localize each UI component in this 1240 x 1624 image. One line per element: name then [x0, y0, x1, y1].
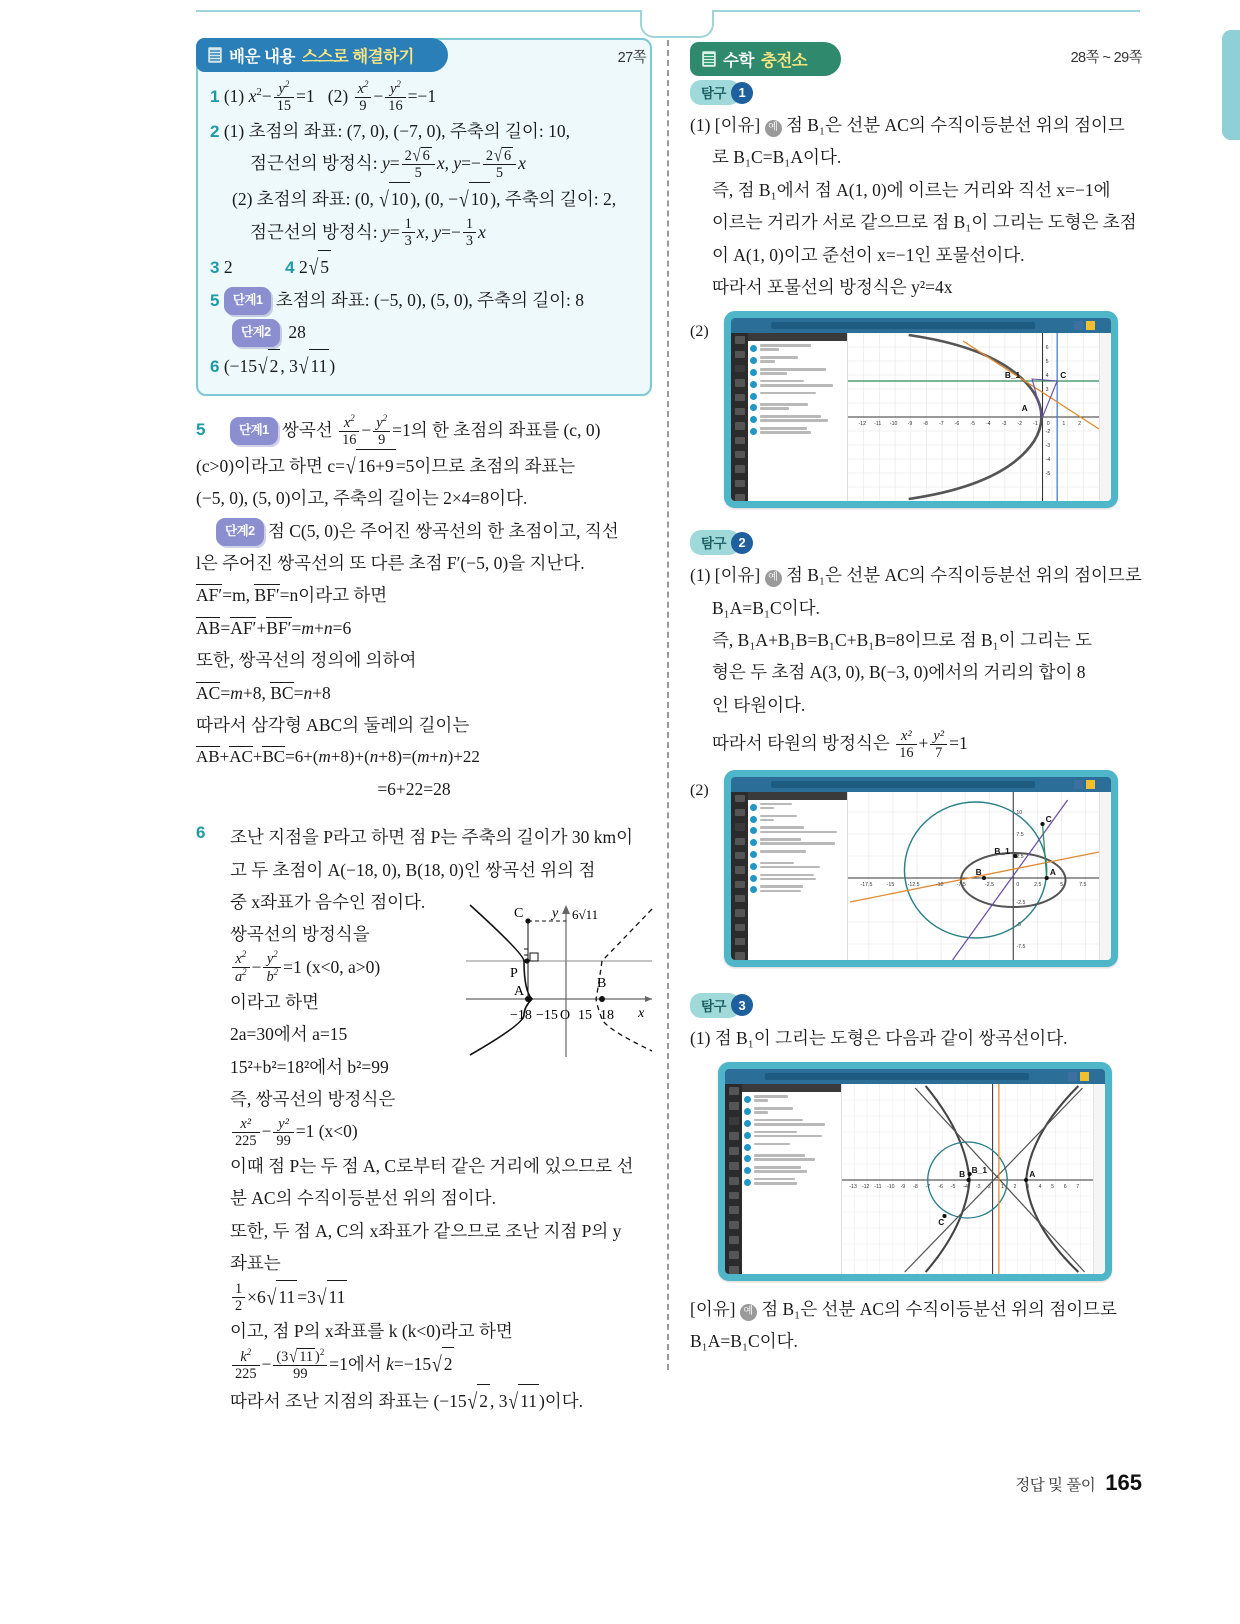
- answer-text: 28: [288, 322, 306, 343]
- svg-text:7.5: 7.5: [1079, 881, 1087, 888]
- svg-text:C: C: [938, 1218, 945, 1228]
- answer-item-2-asymptote: 점근선의 방정식: y= $\frac{2√ 6}{5}$ x, y=− $\frac{2√ 6}{5}$ x: [250, 146, 526, 182]
- answers-box-title-highlight: 스스로 해결하기: [301, 48, 415, 66]
- svg-text:18: 18: [600, 1008, 614, 1024]
- solution-5-line-1: 5 단계1 쌍곡선 $\frac{x^2}{16}$ − $\frac{y^2}{9}$ =1의 한 초점의 좌표를 (c, 0): [196, 413, 601, 448]
- tamgu-2-sub-label: (2): [690, 781, 709, 799]
- solution-6-line-7: 15²+b²=18²에서 b²=99: [230, 1056, 389, 1077]
- tamgu-2-line-5: 인 타원이다.: [712, 694, 806, 715]
- answer-number: 2: [210, 121, 220, 141]
- answer-number: 1: [210, 87, 220, 106]
- answer-item-6: 6 (−15√ 2 , 3√ 11 ): [210, 349, 638, 382]
- svg-text:-4: -4: [986, 421, 991, 428]
- example-badge: 예: [740, 1304, 757, 1321]
- svg-text:5: 5: [1051, 1184, 1055, 1191]
- geogebra-style-bar[interactable]: [1093, 1084, 1105, 1274]
- svg-text:-8: -8: [913, 1184, 918, 1191]
- tamgu-2-screenshot-wrap: [690, 770, 1142, 967]
- window-minimize-icon[interactable]: [1074, 321, 1083, 330]
- answer-text: 5: [318, 250, 331, 283]
- solution-text: 점 C(5, 0)은 주어진 쌍곡선의 한 초점이고, 직선: [267, 520, 619, 541]
- tamgu-1-line-5: 이 A(1, 0)이고 준선이 x=−1인 포물선이다.: [712, 244, 1025, 265]
- geogebra-titlebar: [731, 318, 1111, 333]
- hyperbola-plot: [842, 1084, 1093, 1274]
- geogebra-titlebar: [725, 1069, 1105, 1084]
- answers-box-title-plain: 배운 내용: [229, 48, 295, 66]
- footer-page-number: 165: [1105, 1470, 1142, 1495]
- svg-text:C: C: [1060, 371, 1067, 381]
- svg-text:-10: -10: [886, 1184, 895, 1191]
- solution-6-line-2: 고 두 초점이 A(−18, 0), B(18, 0)인 쌍곡선 위의 점: [230, 859, 596, 880]
- page-top-notch: [640, 10, 714, 38]
- svg-text:-4: -4: [1045, 457, 1051, 464]
- geogebra-parabola-screenshot[interactable]: [724, 311, 1118, 508]
- answer-text: 초점의 좌표: (−5, 0), (5, 0), 주축의 길이: 8: [275, 289, 585, 310]
- svg-text:5: 5: [1060, 881, 1064, 888]
- solution-6-line-10: 분 AC의 수직이등분선 위의 점이다.: [230, 1188, 496, 1209]
- step-chip-1: 단계1: [230, 417, 278, 445]
- answer-part-label: (2): [327, 86, 349, 106]
- svg-text:-6: -6: [954, 421, 960, 428]
- solution-5-line-7: AB=AF′+BF′=m+n=6: [196, 617, 352, 638]
- tamgu-1-sub-label: (2): [690, 323, 709, 341]
- solution-5-line-11: AB+AC+BC=6+(m+8)+(n+8)=(m+n)+22: [196, 747, 480, 767]
- answer-item-2b-asymptote: 점근선의 방정식: y= $\frac{1}{3}$ x, y=− $\frac{1}{3}$ x: [250, 216, 486, 250]
- solution-5-line-10: 따라서 삼각형 ABC의 둘레의 길이는: [196, 714, 470, 735]
- window-maximize-icon[interactable]: [1086, 780, 1095, 789]
- svg-text:1: 1: [1062, 421, 1066, 428]
- hyperbola-diagram: [456, 899, 656, 1059]
- svg-text:-15: -15: [886, 881, 895, 888]
- tamgu-label-2: 탐구 2: [690, 530, 753, 555]
- answer-number: 5: [210, 290, 220, 310]
- svg-text:B_1: B_1: [1004, 371, 1021, 381]
- svg-text:6√11: 6√11: [572, 907, 599, 923]
- geogebra-url-bar[interactable]: [771, 781, 1035, 788]
- svg-text:-6: -6: [938, 1184, 943, 1191]
- solution-5: [196, 414, 652, 805]
- answer-number: 4: [285, 258, 295, 278]
- geogebra-hyperbola-screenshot[interactable]: [718, 1062, 1112, 1281]
- answer-part-label: (2): [232, 189, 253, 210]
- answer-text: 2: [298, 257, 308, 278]
- svg-text:-7: -7: [925, 1184, 931, 1191]
- answers-box: [196, 38, 652, 396]
- svg-text:-17.5: -17.5: [860, 881, 873, 888]
- svg-text:0: 0: [1016, 881, 1020, 888]
- solution-6-line-9: 이때 점 P는 두 점 A, C로부터 같은 거리에 있으므로 선: [230, 1156, 634, 1177]
- answer-text: 점근선의 방정식:: [250, 221, 378, 242]
- answer-part-label: (1): [223, 86, 245, 106]
- svg-text:7.5: 7.5: [1016, 831, 1024, 838]
- footer-label: 정답 및 풀이: [1015, 1477, 1096, 1494]
- math-station-page-ref: 28쪽 ~ 29쪽: [1070, 50, 1142, 66]
- tamgu-1-line-4: 이르는 거리가 서로 같으므로 점 B₁이 그리는 도형은 초점: [712, 212, 1137, 233]
- window-minimize-icon[interactable]: [1074, 780, 1083, 789]
- svg-text:O: O: [560, 1008, 571, 1024]
- solution-text: 쌍곡선: [281, 420, 333, 441]
- geogebra-algebra-panel[interactable]: [748, 333, 848, 501]
- svg-text:-5: -5: [950, 1184, 956, 1191]
- solution-5-line-5: l은 주어진 쌍곡선의 또 다른 초점 F′(−5, 0)을 지난다.: [196, 553, 585, 574]
- svg-text:−18: −18: [510, 1008, 532, 1024]
- geogebra-titlebar: [731, 777, 1111, 792]
- math-station-title-plain: 수학: [723, 52, 754, 70]
- answers-box-page-ref: 27쪽: [617, 50, 646, 66]
- svg-text:6: 6: [1063, 1184, 1067, 1191]
- svg-text:−15: −15: [536, 1008, 558, 1024]
- answers-box-content: [210, 50, 638, 382]
- window-maximize-icon[interactable]: [1086, 321, 1095, 330]
- svg-text:15: 15: [578, 1008, 592, 1024]
- solution-6-line-11: 또한, 두 점 A, C의 x좌표가 같으므로 조난 지점 P의 y: [230, 1220, 622, 1241]
- answer-item-5: [210, 284, 638, 316]
- svg-text:-9: -9: [907, 421, 913, 428]
- svg-text:x: x: [638, 1006, 645, 1022]
- svg-text:-7.5: -7.5: [956, 881, 966, 888]
- geogebra-toolbar[interactable]: [731, 792, 748, 960]
- svg-text:-13: -13: [849, 1184, 857, 1191]
- window-minimize-icon[interactable]: [1068, 1072, 1077, 1081]
- svg-text:2: 2: [1078, 421, 1081, 428]
- svg-text:-5: -5: [1045, 471, 1051, 478]
- svg-text:7: 7: [1076, 1184, 1080, 1191]
- svg-text:-12: -12: [861, 1184, 870, 1191]
- tamgu-2-line-2: B₁A=B₁C이다.: [712, 597, 820, 618]
- solution-6-eq-1: $\frac{x^2}{a^2}$ − $\frac{y^2}{b^2}$ =1 (x<0, a>0): [230, 951, 652, 986]
- window-close-icon[interactable]: [1092, 1072, 1101, 1081]
- tamgu-section-3: [690, 993, 1142, 1358]
- tamgu-1-line-6: 따라서 포물선의 방정식은 y²=4x: [712, 276, 953, 297]
- svg-text:-5: -5: [970, 421, 976, 428]
- solution-number: 6: [196, 823, 206, 843]
- window-close-icon[interactable]: [1098, 321, 1107, 330]
- window-maximize-icon[interactable]: [1080, 1072, 1089, 1081]
- svg-text:-7.5: -7.5: [1016, 943, 1026, 950]
- svg-text:A: A: [1021, 404, 1028, 414]
- solution-6-line-3: 중 x좌표가 음수인 점이다.: [230, 891, 426, 912]
- solution-5-line-3: (−5, 0), (5, 0)이고, 주축의 길이는 2×4=8이다.: [196, 488, 528, 509]
- svg-text:5: 5: [1045, 359, 1049, 366]
- svg-text:-3: -3: [975, 1184, 981, 1191]
- solution-6-line-8: 즉, 쌍곡선의 방정식은: [230, 1089, 396, 1110]
- solution-5-line-9: AC=m+8, BC=n+8: [196, 682, 331, 703]
- tamgu-3-screenshot-wrap: [718, 1062, 1142, 1281]
- svg-text:C: C: [514, 906, 524, 922]
- svg-text:B_1: B_1: [994, 846, 1010, 856]
- svg-text:B: B: [597, 976, 607, 992]
- answer-text: ): [329, 355, 336, 376]
- svg-text:-10: -10: [889, 421, 898, 428]
- geogebra-toolbar[interactable]: [725, 1084, 742, 1274]
- tamgu-2-line-1: (1) [이유] 예 점 B₁은 선분 AC의 수직이등분선 위의 점이므로: [690, 565, 1142, 586]
- svg-text:2.5: 2.5: [1034, 881, 1042, 888]
- geogebra-algebra-panel[interactable]: [742, 1084, 842, 1274]
- solution-6-eq-2: $\frac{\text{x²}}{225}$ − $\frac{\text{y²}}{99}$ =1 (x<0): [230, 1115, 652, 1150]
- geogebra-url-bar[interactable]: [771, 322, 1035, 329]
- tamgu-2-line-3: 즉, B₁A+B₁B=B₁C+B₁B=8이므로 점 B₁이 그리는 도: [712, 630, 1093, 650]
- book-icon: [208, 47, 222, 63]
- answer-text: ), 주축의 길이: 2,: [490, 189, 617, 210]
- answer-text: 점근선의 방정식:: [250, 153, 378, 174]
- solution-text: (c>0)이라고 하면 c=: [196, 455, 345, 476]
- right-header: [690, 38, 1142, 80]
- geogebra-graphics-view[interactable]: [848, 333, 1099, 501]
- geogebra-graphics-view[interactable]: [848, 792, 1099, 960]
- column-divider: [667, 40, 669, 1370]
- solution-text: =1의 한 초점의 좌표를 (c, 0): [392, 420, 601, 441]
- svg-text:6: 6: [1045, 345, 1049, 352]
- geogebra-ellipse-screenshot[interactable]: [724, 770, 1118, 967]
- svg-text:4: 4: [1045, 373, 1049, 380]
- svg-text:A: A: [1029, 1170, 1036, 1180]
- step-chip-2: 단계2: [232, 319, 280, 347]
- answer-part-label: (1): [223, 120, 245, 141]
- solution-5-line-4: [196, 515, 652, 547]
- answer-number: 3: [210, 258, 220, 278]
- answer-item-2b: (2) 초점의 좌표: (0, √ 10 ), (0, −√ 10 ), 주축의 길이: 2,: [210, 182, 638, 215]
- answers-box-header: [196, 38, 448, 72]
- svg-text:-2: -2: [1045, 429, 1051, 436]
- example-badge: 예: [765, 570, 782, 587]
- svg-text:3: 3: [1026, 1184, 1029, 1191]
- right-column: [690, 38, 1142, 1358]
- tamgu-label-1: 탐구 1: [690, 80, 753, 105]
- answer-text: 초점의 좌표: (7, 0), (−7, 0), 주축의 길이: 10,: [248, 120, 570, 141]
- parabola-plot: [848, 333, 1099, 501]
- ellipse-plot: [848, 792, 1099, 960]
- svg-text:-1: -1: [1033, 421, 1038, 428]
- svg-text:P: P: [510, 966, 518, 982]
- solution-5-line-6: AF′=m, BF′=n이라고 하면: [196, 585, 388, 606]
- svg-text:-2.5: -2.5: [1016, 899, 1026, 906]
- svg-text:2.5: 2.5: [1016, 853, 1024, 860]
- solution-6-line-5: 이라고 하면: [230, 991, 319, 1012]
- geogebra-style-bar[interactable]: [1099, 792, 1111, 960]
- math-station-title-highlight: 충전소: [760, 52, 808, 70]
- solution-5-line-8: 또한, 쌍곡선의 정의에 의하여: [196, 650, 417, 671]
- svg-text:-12.5: -12.5: [907, 881, 920, 888]
- geogebra-algebra-panel[interactable]: [748, 792, 848, 960]
- svg-text:1: 1: [1000, 1184, 1004, 1191]
- svg-text:-12: -12: [858, 421, 867, 428]
- solution-6-eq-4: $\frac{k^2}{225}$ − $\frac{(3√ 11 )^2}{99}$ =1에서 k=−15√ 2: [230, 1347, 652, 1383]
- tamgu-1-line-3: 즉, 점 B₁에서 점 A(1, 0)에 이르는 거리와 직선 x=−1에: [712, 179, 1111, 200]
- tamgu-label-3: 탐구 3: [690, 993, 753, 1018]
- solution-6-line-4: 쌍곡선의 방정식을: [230, 924, 370, 945]
- geogebra-url-bar[interactable]: [765, 1073, 1029, 1080]
- svg-text:-3: -3: [1001, 421, 1007, 428]
- solution-6-line-14: 따라서 조난 지점의 좌표는 (−15√ 2 , 3√ 11 )이다.: [230, 1384, 652, 1417]
- solution-number: 5: [196, 420, 206, 440]
- tamgu-1-line-2: 로 B₁C=B₁A이다.: [712, 147, 842, 168]
- svg-text:4: 4: [1038, 1184, 1042, 1191]
- tamgu-1-line-1: (1) [이유] 예 점 B₁은 선분 AC의 수직이등분선 위의 점이므: [690, 115, 1125, 135]
- solution-6-line-6: 2a=30에서 a=15: [230, 1024, 348, 1045]
- svg-text:-8: -8: [923, 421, 928, 428]
- tamgu-section-1: [690, 80, 1142, 508]
- svg-text:-4: -4: [963, 1184, 968, 1191]
- svg-text:y: y: [552, 906, 559, 922]
- tamgu-3-reason-line-2: B₁A=B₁C이다.: [690, 1331, 798, 1352]
- solution-6-line-1: 조난 지점을 P라고 하면 점 P는 주축의 길이가 30 km이: [230, 827, 633, 848]
- answer-number: 6: [210, 356, 220, 376]
- tamgu-3-reason-line-1: [이유] 예 점 B₁은 선분 AC의 수직이등분선 위의 점이므로: [690, 1299, 1117, 1320]
- svg-text:B: B: [959, 1170, 966, 1180]
- left-column: [196, 38, 652, 1417]
- hyperbola-diagram-svg: [456, 899, 656, 1059]
- geogebra-graphics-view[interactable]: [842, 1084, 1093, 1274]
- page-top-notch-mask: [642, 4, 708, 14]
- tamgu-3-intro: (1) 점 B₁이 그리는 도형은 다음과 같이 쌍곡선이다.: [690, 1027, 1068, 1048]
- svg-text:3: 3: [1045, 387, 1049, 394]
- solution-6-line-13: 이고, 점 P의 x좌표를 k (k<0)라고 하면: [230, 1321, 513, 1342]
- answer-text: ), (0, −: [410, 189, 459, 210]
- answer-text: 2: [223, 257, 233, 278]
- svg-text:-2: -2: [1017, 421, 1023, 428]
- tamgu-section-2: [690, 530, 1142, 966]
- svg-text:-11: -11: [874, 421, 882, 428]
- answer-text: 초점의 좌표: (0,: [256, 189, 379, 210]
- page-footer: [1015, 1470, 1142, 1496]
- svg-text:A: A: [1049, 867, 1056, 877]
- example-badge: 예: [765, 120, 782, 137]
- answer-item-2: [210, 115, 638, 147]
- svg-text:10: 10: [1016, 809, 1023, 816]
- svg-text:-9: -9: [900, 1184, 906, 1191]
- tamgu-2-conclusion: 따라서 타원의 방정식은 $\frac{\text{x²}}{16}$ + $\frac{\text{y²}}{7}$ =1: [712, 727, 968, 761]
- svg-text:B_1: B_1: [971, 1166, 988, 1176]
- solution-text: =5이므로 초점의 좌표는: [395, 455, 576, 476]
- geogebra-style-bar[interactable]: [1099, 333, 1111, 501]
- svg-text:-7: -7: [938, 421, 944, 428]
- step-chip-2: 단계2: [216, 518, 264, 546]
- answer-text: , 3: [280, 355, 298, 376]
- answer-text: (−15: [223, 355, 258, 376]
- svg-text:-5: -5: [1016, 921, 1022, 928]
- svg-text:-11: -11: [874, 1184, 882, 1191]
- svg-text:B: B: [975, 867, 982, 877]
- solution-6: [196, 821, 652, 1417]
- book-icon: [702, 51, 716, 67]
- answer-item-5-step2: [210, 316, 638, 348]
- solution-6-line-12: 좌표는: [230, 1253, 281, 1274]
- math-station-header: [690, 42, 841, 76]
- solution-5-line-12: =6+22=28: [377, 778, 451, 799]
- tamgu-2-line-4: 형은 두 초점 A(3, 0), B(−3, 0)에서의 거리의 합이 8: [712, 662, 1086, 683]
- geogebra-toolbar[interactable]: [731, 333, 748, 501]
- step-chip-1: 단계1: [224, 287, 272, 315]
- svg-text:2: 2: [1013, 1184, 1017, 1191]
- svg-text:-3: -3: [1045, 443, 1051, 450]
- svg-text:-2.5: -2.5: [985, 881, 995, 888]
- answer-item-1: 1 (1) $x^2-$ $\frac{y^2}{15}$ =1 (2) $\frac{x^2}{9}$ − $\frac{y^2}{16}$ =−1: [210, 79, 437, 114]
- tamgu-1-screenshot-wrap: [690, 311, 1142, 508]
- page-side-tab: [1222, 30, 1240, 140]
- svg-text:-2: -2: [986, 1184, 991, 1191]
- answer-item-3-4: 3 2 4 2√ 5: [210, 250, 638, 283]
- svg-text:0: 0: [1046, 421, 1050, 428]
- svg-text:C: C: [1045, 814, 1052, 824]
- solution-6-eq-3: $\frac{1}{2}$ ×6√ 11 =3√ 11: [230, 1280, 652, 1316]
- window-close-icon[interactable]: [1098, 780, 1107, 789]
- svg-text:A: A: [514, 984, 525, 1000]
- svg-text:-10: -10: [935, 881, 944, 888]
- solution-5-line-2: (c>0)이라고 하면 c=√ 16+9 =5이므로 초점의 좌표는: [196, 449, 652, 482]
